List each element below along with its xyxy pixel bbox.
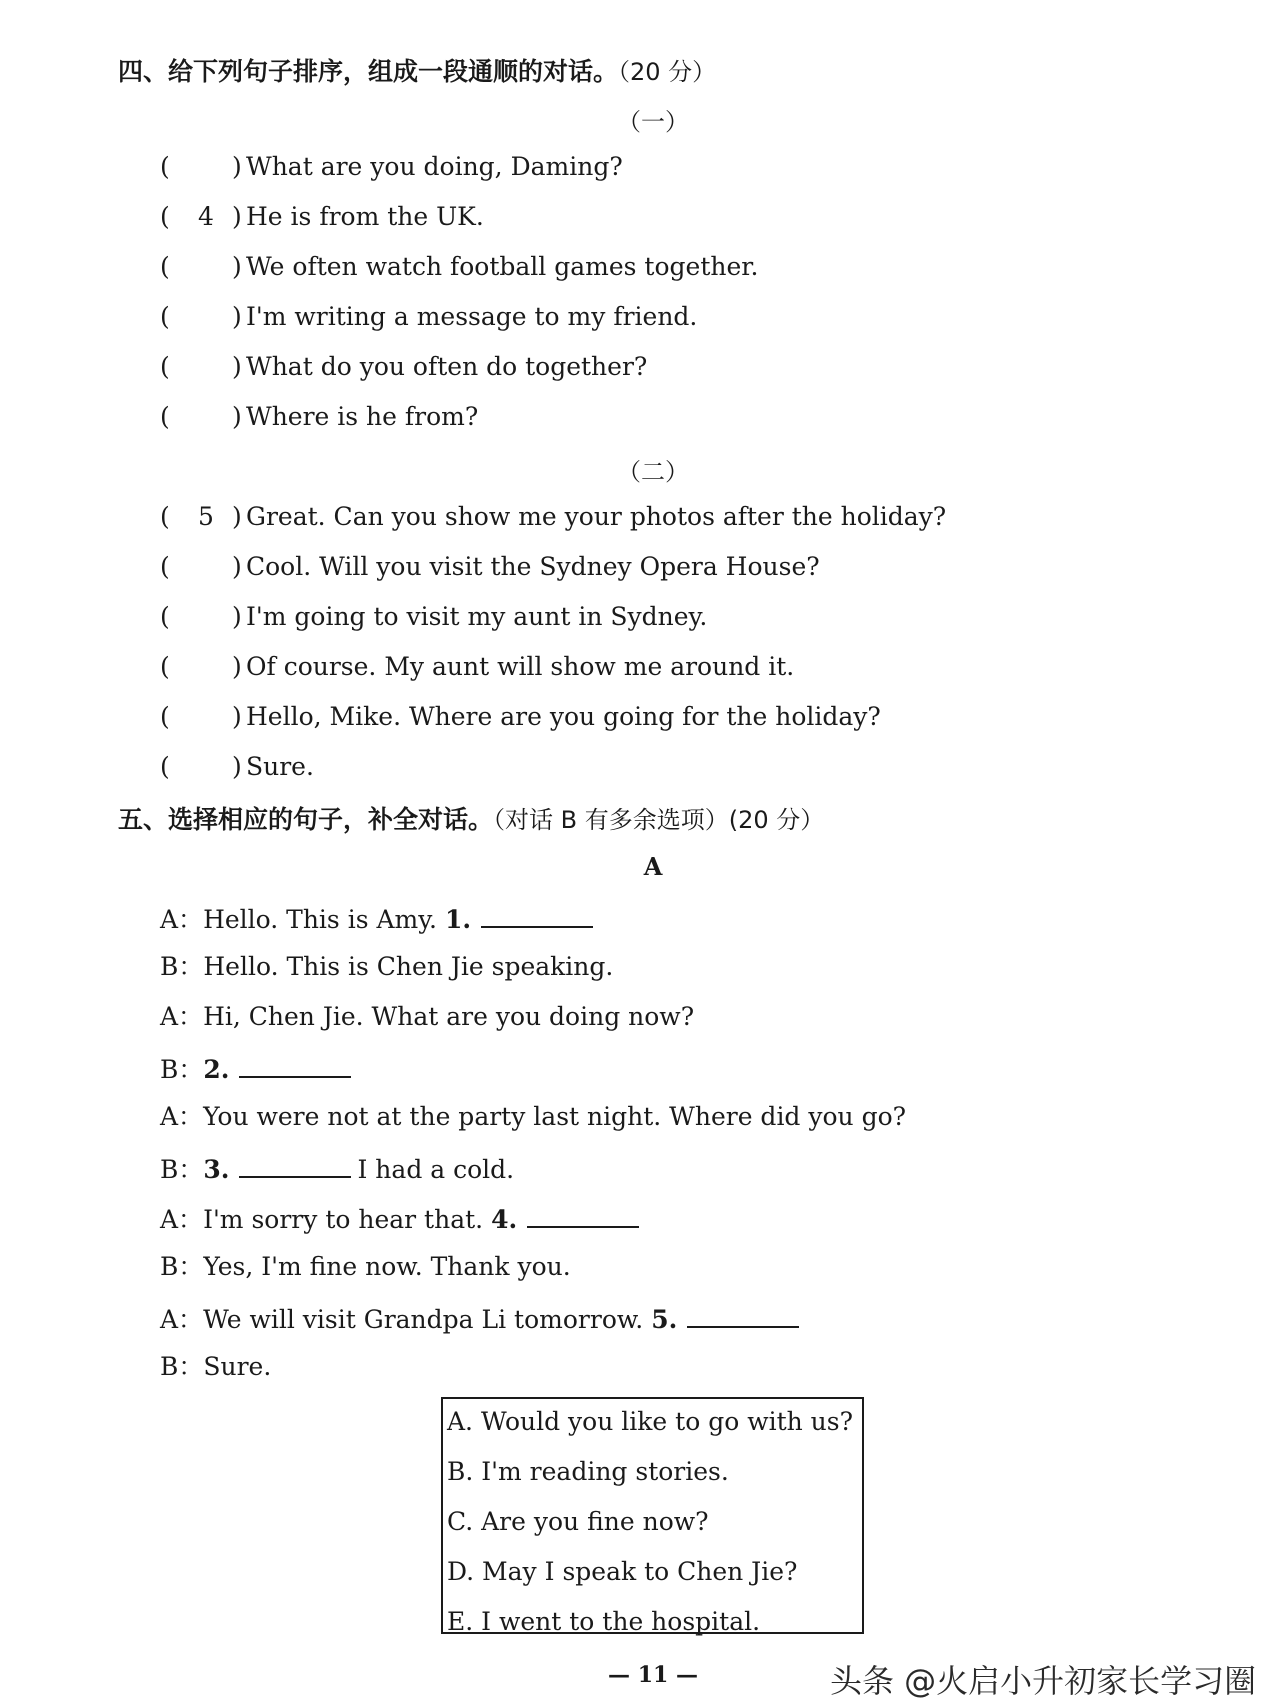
dialog-text: We will visit Grandpa Li tomorrow.	[203, 1305, 644, 1334]
order-number: 4	[198, 202, 214, 231]
option-e: E. I went to the hospital.	[447, 1607, 761, 1636]
part-1-title: （一）	[617, 108, 689, 136]
answer-blank[interactable]	[687, 1302, 799, 1328]
blank-number: 4.	[491, 1205, 518, 1234]
blank-number: 5.	[651, 1305, 678, 1334]
answer-blank[interactable]	[239, 1152, 351, 1178]
dialog-line	[160, 1152, 514, 1185]
dialog-text: Hello. This is Chen Jie speaking.	[203, 952, 614, 981]
answer-blank[interactable]	[527, 1202, 639, 1228]
speaker: A：	[160, 1205, 204, 1234]
order-item: ( ) What do you often do together?	[160, 352, 648, 381]
section-4-title: 四、给下列句子排序，组成一段通顺的对话。	[118, 57, 619, 86]
speaker: B：	[160, 952, 204, 981]
dialog-text: I'm sorry to hear that.	[203, 1205, 484, 1234]
section-4-heading	[118, 52, 716, 88]
dialog-text: You were not at the party last night. Where did you go?	[203, 1102, 907, 1131]
order-sentence: We often watch football games together.	[246, 252, 759, 281]
dialog-line	[160, 902, 599, 935]
dialog-text: Sure.	[203, 1352, 272, 1381]
order-item: ( ) Of course. My aunt will show me around it.	[160, 652, 795, 681]
order-sentence: Of course. My aunt will show me around it.	[246, 652, 795, 681]
dialog-text: Yes, I'm fine now. Thank you.	[203, 1252, 571, 1281]
order-item: ( ) I'm going to visit my aunt in Sydney.	[160, 602, 708, 631]
order-sentence: Hello, Mike. Where are you going for the holiday?	[246, 702, 881, 731]
order-item: ( ) Where is he from?	[160, 402, 479, 431]
section-5-heading	[118, 800, 824, 836]
order-item: ( ) Hello, Mike. Where are you going for the holiday?	[160, 702, 881, 731]
dialog-line	[160, 1052, 357, 1085]
speaker: B：	[160, 1055, 204, 1084]
speaker: B：	[160, 1252, 204, 1281]
order-sentence: What are you doing, Daming?	[246, 152, 623, 181]
order-item: ( ) We often watch football games together.	[160, 252, 759, 281]
dialog-line	[160, 1352, 271, 1382]
section-5-title: 五、选择相应的句子，补全对话。	[118, 805, 494, 834]
order-sentence: He is from the UK.	[246, 202, 484, 231]
order-sentence: Where is he from?	[246, 402, 479, 431]
order-sentence: I'm writing a message to my friend.	[246, 302, 698, 331]
speaker: A：	[160, 1002, 204, 1031]
dialog-line	[160, 1252, 571, 1282]
dialog-text: I had a cold.	[357, 1155, 515, 1184]
part-2-title: （二）	[617, 458, 689, 486]
blank-number: 2.	[203, 1055, 230, 1084]
section-5-note: （对话 B 有多余选项）(20 分）	[493, 806, 825, 834]
order-item: ( ) What are you doing, Daming?	[160, 152, 623, 181]
order-item: ( ) I'm writing a message to my friend.	[160, 302, 698, 331]
order-item: ( 5 ) Great. Can you show me your photos after the holiday?	[160, 502, 947, 531]
order-sentence: Sure.	[246, 752, 314, 781]
speaker: B：	[160, 1352, 204, 1381]
order-item: ( ) Cool. Will you visit the Sydney Opera House?	[160, 552, 820, 581]
dialog-a-title: A	[643, 852, 663, 881]
blank-number: 3.	[203, 1155, 230, 1184]
dialog-line	[160, 1102, 906, 1132]
speaker: B：	[160, 1155, 204, 1184]
blank-number: 1.	[444, 905, 472, 934]
option-c: C. Are you fine now?	[447, 1507, 709, 1536]
options-box	[441, 1397, 864, 1634]
order-sentence: What do you often do together?	[246, 352, 648, 381]
order-sentence: Great. Can you show me your photos after the holiday?	[246, 502, 947, 531]
dialog-line	[160, 1002, 694, 1032]
option-a: A. Would you like to go with us?	[447, 1407, 854, 1436]
speaker: A：	[160, 905, 204, 934]
dialog-text: Hi, Chen Jie. What are you doing now?	[203, 1002, 695, 1031]
dialog-line	[160, 1302, 805, 1335]
dialog-text: Hello. This is Amy.	[203, 905, 437, 934]
dialog-line	[160, 1202, 645, 1235]
option-b: B. I'm reading stories.	[447, 1457, 729, 1486]
section-4-score: （20 分）	[618, 58, 717, 86]
speaker: A：	[160, 1305, 204, 1334]
order-item: ( ) Sure.	[160, 752, 314, 781]
order-sentence: I'm going to visit my aunt in Sydney.	[246, 602, 708, 631]
speaker: A：	[160, 1102, 204, 1131]
answer-blank[interactable]	[481, 902, 593, 928]
option-d: D. May I speak to Chen Jie?	[447, 1557, 798, 1586]
dialog-line	[160, 952, 613, 982]
page-number: — 11 —	[608, 1662, 698, 1688]
order-number: 5	[198, 502, 214, 531]
watermark: 头条 @火启小升初家长学习圈	[830, 1662, 1257, 1700]
order-item: ( 4 ) He is from the UK.	[160, 202, 484, 231]
answer-blank[interactable]	[239, 1052, 351, 1078]
order-sentence: Cool. Will you visit the Sydney Opera House?	[246, 552, 820, 581]
